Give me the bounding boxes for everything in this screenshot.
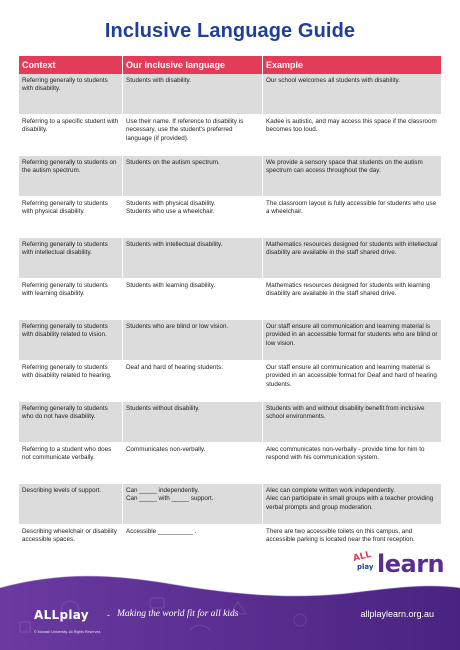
cell-context bbox=[19, 197, 123, 238]
header-example: Example bbox=[263, 56, 441, 74]
example-text: Mathematics resources designed for students with intellectual disability are available in the staff shared drive. bbox=[266, 241, 438, 257]
table-header-row bbox=[19, 56, 441, 74]
context-text: Describing levels of support. bbox=[22, 487, 102, 494]
cell-example bbox=[263, 238, 441, 279]
footer-separator: - bbox=[107, 610, 110, 620]
cell-context bbox=[19, 74, 123, 115]
footer-website-link[interactable]: allplaylearn.org.au bbox=[360, 609, 434, 619]
example-text: There are two accessible toilets on this campus, and accessible parking is located near the front reception. bbox=[266, 528, 415, 544]
context-text: Referring generally to students with disability. bbox=[22, 77, 108, 93]
example-text: Alec communicates non-verbally - provide time for him to respond with his communication system. bbox=[266, 446, 425, 462]
context-text: Referring generally to students who do not have disability. bbox=[22, 405, 108, 421]
example-text: Our staff ensure all communication and learning material is provided in an accessible format for Deaf and hard of hearing students. bbox=[266, 364, 437, 388]
language-text: Use their name. If reference to disability is necessary, use the student's preferred language (if provided). bbox=[126, 118, 244, 142]
example-text: The classroom layout is fully accessible for students who use a wheelchair. bbox=[266, 200, 437, 216]
example-text: Students with and without disability benefit from inclusive school environments. bbox=[266, 405, 425, 421]
cell-context bbox=[19, 156, 123, 197]
language-text: Can _____ with _____ support. bbox=[126, 495, 214, 503]
table-row bbox=[19, 320, 441, 361]
language-text: Can _____ independently. bbox=[126, 487, 200, 494]
cell-language bbox=[123, 361, 263, 402]
cell-context bbox=[19, 402, 123, 443]
example-text: We provide a sensory space that students on the autism spectrum can access throughout the day. bbox=[266, 159, 423, 175]
context-text: Describing wheelchair or disability accessible spaces. bbox=[22, 528, 117, 544]
cell-language bbox=[123, 402, 263, 443]
cell-example bbox=[263, 74, 441, 115]
page-title: Inclusive Language Guide bbox=[104, 20, 356, 42]
example-text: Our school welcomes all students with disability. bbox=[266, 77, 400, 84]
header-context: Context bbox=[19, 56, 123, 74]
allplay-learn-logo bbox=[353, 548, 443, 588]
context-text: Referring generally to students with disability related to hearing. bbox=[22, 364, 112, 380]
table-row bbox=[19, 238, 441, 279]
example-text: Alec can complete written work independently. bbox=[266, 487, 396, 494]
language-text: Students with physical disability. bbox=[126, 200, 216, 207]
example-text: Mathematics resources designed for students with learning disability are available in the staff shared drive. bbox=[266, 282, 431, 298]
cell-context bbox=[19, 525, 123, 566]
context-text: Referring generally to students with intellectual disability. bbox=[22, 241, 108, 257]
cell-language bbox=[123, 320, 263, 361]
context-text: Referring to a specific student with disability. bbox=[22, 118, 119, 134]
language-text: Accessible __________ . bbox=[126, 528, 197, 535]
cell-language bbox=[123, 525, 263, 566]
cell-example bbox=[263, 115, 441, 156]
language-text: Students who use a wheelchair. bbox=[126, 208, 215, 216]
cell-context bbox=[19, 484, 123, 525]
cell-example bbox=[263, 361, 441, 402]
language-text: Students who are blind or low vision. bbox=[126, 323, 229, 330]
cell-example bbox=[263, 402, 441, 443]
cell-example bbox=[263, 197, 441, 238]
footer-tagline: Making the world fit for all kids bbox=[117, 609, 239, 619]
cell-language bbox=[123, 484, 263, 525]
example-text: Our staff ensure all communication and learning material is provided in an accessible format for students who are blind or low vision. bbox=[266, 323, 438, 347]
table-row bbox=[19, 279, 441, 320]
cell-language bbox=[123, 156, 263, 197]
cell-language bbox=[123, 115, 263, 156]
cell-language bbox=[123, 197, 263, 238]
language-text: Students with intellectual disability. bbox=[126, 241, 223, 248]
header-language: Our inclusive language bbox=[123, 56, 263, 74]
cell-context bbox=[19, 320, 123, 361]
cell-language bbox=[123, 443, 263, 484]
table-body bbox=[19, 74, 441, 566]
cell-example bbox=[263, 320, 441, 361]
context-text: Referring to a student who does not communicate verbally. bbox=[22, 446, 112, 462]
example-text: Alec can participate in small groups with a teacher providing verbal prompts and group moderation. bbox=[266, 495, 434, 511]
inclusive-language-table bbox=[19, 56, 441, 566]
cell-language bbox=[123, 279, 263, 320]
table-row bbox=[19, 115, 441, 156]
language-text: Students with learning disability. bbox=[126, 282, 216, 289]
language-text: Deaf and hard of hearing students. bbox=[126, 364, 223, 371]
footer-brand: ALLplay bbox=[34, 608, 89, 622]
language-text: Students with disability. bbox=[126, 77, 191, 84]
context-text: Referring generally to students on the autism spectrum. bbox=[22, 159, 117, 175]
cell-context bbox=[19, 361, 123, 402]
context-text: Referring generally to students with physical disability. bbox=[22, 200, 108, 216]
cell-language bbox=[123, 74, 263, 115]
logo-learn-text: learn bbox=[377, 550, 445, 578]
table-row bbox=[19, 484, 441, 525]
example-text: Kadee is autistic, and may access this space if the classroom becomes too loud. bbox=[266, 118, 437, 134]
cell-example bbox=[263, 484, 441, 525]
cell-context bbox=[19, 238, 123, 279]
cell-example bbox=[263, 443, 441, 484]
cell-context bbox=[19, 443, 123, 484]
cell-example bbox=[263, 156, 441, 197]
language-text: Communicates non-verbally. bbox=[126, 446, 206, 453]
cell-example bbox=[263, 279, 441, 320]
context-text: Referring generally to students with disability related to vision. bbox=[22, 323, 108, 339]
table-row bbox=[19, 156, 441, 197]
context-text: Referring generally to students with learning disability. bbox=[22, 282, 108, 298]
table-row bbox=[19, 74, 441, 115]
cell-context bbox=[19, 115, 123, 156]
table-row bbox=[19, 361, 441, 402]
language-text: Students on the autism spectrum. bbox=[126, 159, 220, 166]
logo-all-text: ALL bbox=[352, 549, 373, 565]
table-row bbox=[19, 402, 441, 443]
language-text: Students without disability. bbox=[126, 405, 200, 412]
footer-copyright: © Monash University. All Rights Reserved. bbox=[34, 630, 102, 634]
cell-language bbox=[123, 238, 263, 279]
table-row bbox=[19, 443, 441, 484]
table-row bbox=[19, 197, 441, 238]
logo-play-text: play bbox=[357, 563, 374, 571]
cell-context bbox=[19, 279, 123, 320]
